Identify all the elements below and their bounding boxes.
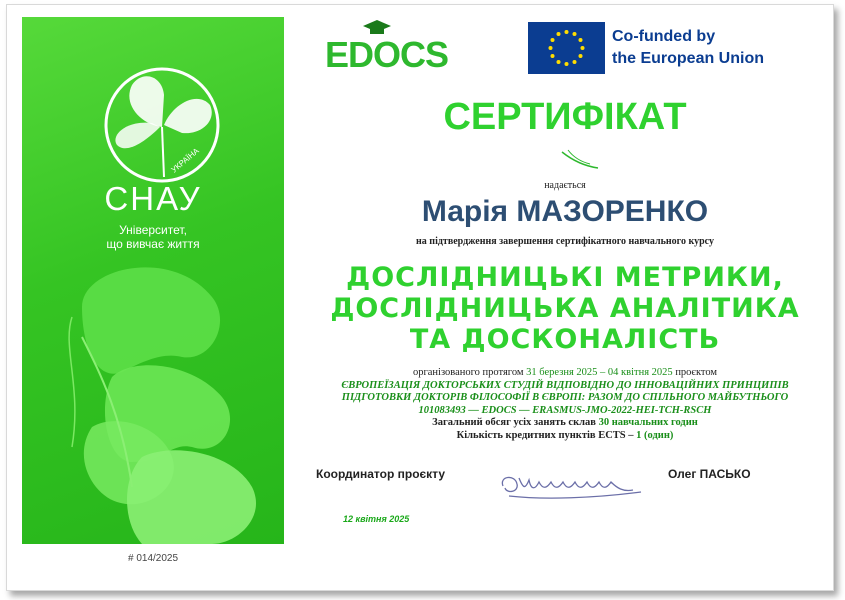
coordinator-label: Координатор проєкту: [316, 467, 446, 481]
edocs-logo: EDOCS: [325, 34, 449, 75]
university-ginkgo-logo: [102, 65, 222, 195]
course-details: [300, 367, 830, 442]
period-line: [300, 367, 830, 380]
course-title: [290, 262, 840, 355]
certificate-number: # 014/2025: [128, 553, 179, 564]
eu-cofunded-logo: [528, 22, 790, 74]
project-name-line2: ПІДГОТОВКИ ДОКТОРІВ ФІЛОСОФІЇ В ЄВРОПІ: РАЗОМ ДО СПІЛЬНОГО МАЙБУТНЬОГО: [341, 392, 789, 403]
university-side-panel: [22, 17, 284, 544]
university-motto-line1: Університет,: [119, 223, 187, 237]
hours-line: [300, 417, 830, 430]
eu-line1: Co-funded by: [612, 28, 716, 45]
eu-flag-icon: [528, 22, 605, 74]
hours-value: 30 навчальних годин: [598, 417, 698, 428]
ukraine-badge-text: УКРАЇНА: [169, 146, 201, 175]
credits-value: 1 (один): [636, 429, 674, 441]
course-title-line2: ДОСЛІДНИЦЬКА АНАЛІТИКА: [330, 293, 800, 324]
recipient-name: Марія МАЗОРЕНКО: [421, 195, 709, 228]
project-name-line1: ЄВРОПЕЇЗАЦІЯ ДОКТОРСЬКИХ СТУДІЙ ВІДПОВІДНО ДО ІННОВАЦІЙНИХ ПРИНЦИПІВ: [341, 379, 789, 391]
course-title-line1: ДОСЛІДНИЦЬКІ МЕТРИКИ,: [346, 262, 784, 293]
awarded-text: надається: [544, 180, 586, 191]
credits-prefix: Кількість кредитних пунктів ECTS –: [456, 429, 634, 441]
organized-prefix: організованого протягом: [412, 367, 524, 378]
organized-suffix: проєктом: [675, 367, 718, 378]
hours-prefix: Загальний обсяг усіх занять склав: [432, 417, 596, 428]
credits-line: [300, 430, 830, 443]
decorative-swoosh-icon: [560, 148, 600, 170]
confirmation-text: на підтвердження завершення сертифікатного навчального курсу: [416, 236, 714, 247]
course-period: 31 березня 2025 – 04 квітня 2025: [526, 367, 673, 378]
project-number: 101083493 — EDOCS — ERASMUS-JMO-2022-HEI-TCH-RSCH: [418, 404, 712, 416]
university-motto-line2: що вивчає життя: [106, 237, 200, 251]
course-title-line3: ТА ДОСКОНАЛІСТЬ: [409, 324, 721, 355]
coordinator-signature: [495, 468, 645, 504]
coordinator-name: Олег ПАСЬКО: [668, 467, 751, 481]
certificate-title: СЕРТИФІКАТ: [443, 96, 687, 138]
university-name: СНАУ: [104, 180, 202, 217]
eu-line2: the European Union: [612, 50, 764, 67]
university-motto: [22, 223, 284, 251]
issue-date: 12 квітня 2025: [343, 514, 410, 524]
eu-cofunded-text: [612, 26, 764, 70]
